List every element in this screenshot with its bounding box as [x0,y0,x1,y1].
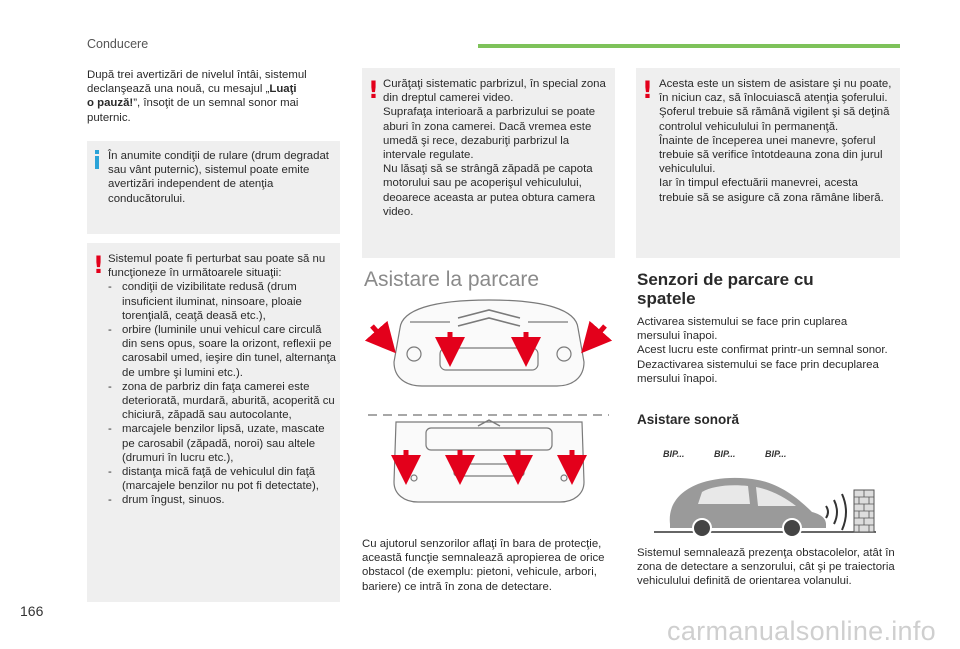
warning-intro: Sistemul poate fi perturbat sau poate să nu funcţioneze în următoarele situaţii: [108,253,326,280]
warning-box-2 [362,68,615,258]
warning-list [108,280,338,507]
warning-list-item: - distanţa mică faţă de vehiculul din faţă (marcajele benzilor nu pot fi detectate), [108,465,338,493]
wheel-icon [783,519,801,537]
warning-box-1 [87,243,340,602]
rear-sensors-body: Activarea sistemului se face prin cuplarea mersului înapoi. Acest lucru este confirmat printr-un semnal sonor. Dezactivarea sistemului se face prin decuplarea mersului înapoi. [637,316,888,385]
sound-waves-icon [826,494,846,530]
wheel-icon [693,519,711,537]
parking-sensors-illustration [362,292,615,514]
intro-line: După trei avertizări de nivelul întâi, sistemul [87,69,307,81]
info-text: În anumite condiţii de rulare (drum degradat sau vânt puternic), sistemul poate emite avertizări independent de atenţia conducătorului. [108,150,329,205]
brick-wall-icon [854,490,874,532]
bip-label: BIP... [714,449,736,459]
message-bold: Luaţi [269,83,297,96]
intro-text: ”, însoţit de un semnal sonor mai [133,97,299,110]
front-bumper-drawing [394,300,584,386]
message-bold: o pauză! [87,97,134,110]
warning-content [108,252,338,508]
warning-icon: ! [93,251,104,279]
audio-assist-title: Asistare sonoră [637,412,740,427]
warning-list-item: - orbire (luminile unui vehicul care circulă din sens opus, soare la orizont, reflexii pe carosabil umed, ieşire din tunel, alternanţa de umbre şi lumini etc.). [108,323,338,380]
watermark: carmanualsonline.info [667,616,936,646]
warning-icon: ! [368,76,379,104]
section-header-bar [478,44,900,48]
intro-text: declanşează una nouă, cu mesajul „ [87,83,270,96]
warning-list-item: - marcajele benzilor lipsă, uzate, mascate pe carosabil (zăpadă, noroi) sau altele (drumuri în lucru etc.), [108,422,338,465]
section-header: Conducere [87,37,149,51]
warning-box-3 [636,68,900,258]
page-number: 166 [20,603,44,619]
warning-text: Curăţaţi sistematic parbrizul, în special zona din dreptul camerei video. Suprafaţa interioară a parbrizului se poate aburi în zona camerei. Dacă vremea este umedă şi rece, dezaburiţi parbrizul la intervale regulate. Nu lăsaţi să se strângă zăpadă pe capota motorului sau pe acoperişul vehiculului, deoarece aceasta ar putea obtura camera video. [383,78,606,218]
section-title: Asistare la parcare [364,268,540,291]
audio-assist-illustration [640,462,880,542]
intro-line [87,82,337,96]
warning-text: Acesta este un sistem de asistare şi nu poate, în niciun caz, să înlocuiască atenţia şoferului. Şoferul trebuie să rămână vigilent şi să deţină controlul vehiculului în permanenţă. Înainte de începerea unei manevre, şoferul trebuie să verifice întotdeauna zona din jurul vehiculului. Iar în timpul efectuării manevrei, acesta trebuie să se asigure că zona rămâne liberă. [659,78,892,204]
warning-list-item: - condiţii de vizibilitate redusă (drum insuficient iluminat, ninsoare, ploaie torenţială, ceaţă deasă etc.), [108,280,338,323]
rear-bumper-drawing [394,420,584,502]
bip-label: BIP... [663,449,685,459]
bip-label: BIP... [765,449,787,459]
info-icon [95,150,99,169]
info-box [87,141,340,234]
intro-line [87,96,337,110]
intro-paragraph [87,68,337,125]
warning-icon: ! [642,76,653,104]
warning-list-item: - zona de parbriz din faţa camerei este deteriorată, murdară, aburită, acoperită cu chiciură, zăpadă sau autocolante, [108,380,338,423]
intro-line: puternic. [87,111,131,124]
rear-sensors-title: Senzori de parcare cu spatele [637,270,814,308]
audio-assist-caption: Sistemul semnalează prezenţa obstacolelor, atât în zona de detectare a senzorului, cât şi pe traiectoria vehiculului definită de orientarea volanului. [637,547,895,588]
warning-list-item: - drum îngust, sinuos. [108,493,338,507]
parking-caption: Cu ajutorul senzorilor aflaţi în bara de protecţie, această funcţie semnalează apropierea de orice obstacol (de exemplu: pietoni, vehicule, arbori, bariere) ce intră în zona de detectare. [362,538,605,593]
